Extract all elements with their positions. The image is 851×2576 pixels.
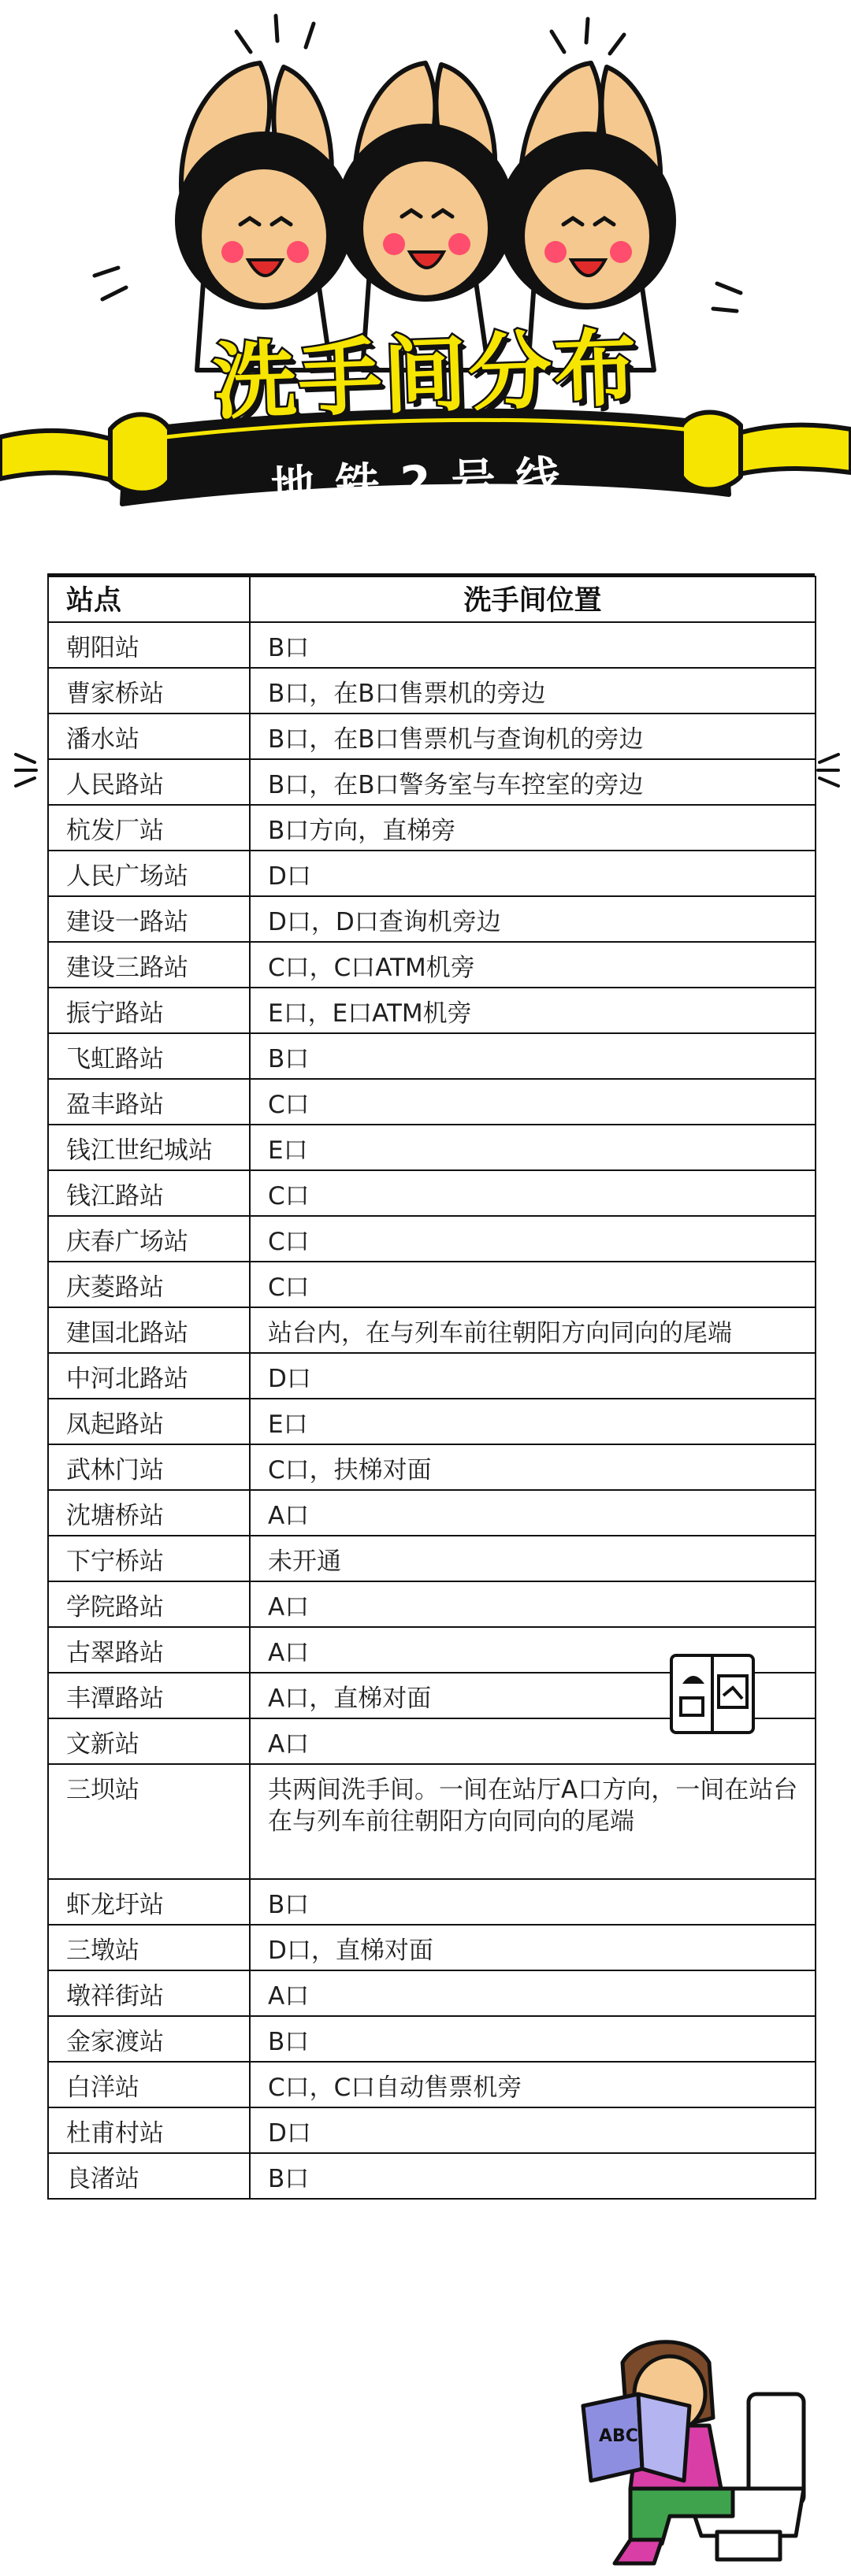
table-row [48,1581,816,1627]
location-cell: C口 [250,1216,816,1262]
station-cell: 学院路站 [48,1581,250,1627]
table-row [48,2062,816,2107]
restroom-sign-icon [668,1652,756,1736]
station-cell: 庆菱路站 [48,1262,250,1307]
location-cell: A口 [250,1627,816,1673]
location-cell: C口，C口ATM机旁 [250,942,816,988]
station-cell: 沈塘桥站 [48,1490,250,1536]
station-cell: 杜甫村站 [48,2107,250,2153]
location-cell: B口，在B口售票机的旁边 [250,668,816,713]
table-row [48,713,816,759]
location-cell: A口 [250,1970,816,2016]
table-row [48,1216,816,1262]
table-header-row [48,576,816,622]
table-row [48,1879,816,1925]
station-cell: 古翠路站 [48,1627,250,1673]
station-cell: 武林门站 [48,1444,250,1490]
table-row [48,805,816,851]
table-row [48,1307,816,1353]
header-banner [0,0,851,575]
station-cell: 三坝站 [48,1764,250,1879]
table-row [48,1444,816,1490]
location-cell: D口，D口查询机旁边 [250,896,816,942]
location-cell: D口 [250,851,816,896]
location-cell: D口 [250,1353,816,1399]
table-row [48,1764,816,1879]
location-cell: E口 [250,1125,816,1170]
table-row [48,1262,816,1307]
table-row [48,851,816,896]
station-cell: 盈丰路站 [48,1079,250,1125]
station-cell: 曹家桥站 [48,668,250,713]
table-row [48,988,816,1033]
location-cell: E口 [250,1399,816,1444]
table-row [48,1925,816,1970]
table-row [48,2107,816,2153]
subtitle-ribbon: 地铁2号线 [269,451,582,513]
location-cell: D口，直梯对面 [250,1925,816,1970]
station-cell: 杭发厂站 [48,805,250,851]
station-cell: 钱江世纪城站 [48,1125,250,1170]
location-cell: C口，扶梯对面 [250,1444,816,1490]
reading-character-illustration [552,2331,851,2567]
location-cell: D口 [250,2107,816,2153]
location-cell: A口 [250,1581,816,1627]
location-cell: B口 [250,2016,816,2062]
table-row [48,1353,816,1399]
table-row [48,759,816,805]
station-cell: 凤起路站 [48,1399,250,1444]
location-cell: 未开通 [250,1536,816,1581]
left-spark-icon [11,747,43,794]
table-row [48,1079,816,1125]
station-cell: 朝阳站 [48,622,250,668]
table-row [48,1125,816,1170]
station-cell: 中河北路站 [48,1353,250,1399]
station-cell: 丰潭路站 [48,1673,250,1718]
table-row [48,1970,816,2016]
book-letters: ABC [599,2426,638,2446]
location-cell: B口 [250,622,816,668]
table-row [48,896,816,942]
station-cell: 建国北路站 [48,1307,250,1353]
location-cell: 站台内，在与列车前往朝阳方向同向的尾端 [250,1307,816,1353]
station-cell: 金家渡站 [48,2016,250,2062]
station-cell: 白洋站 [48,2062,250,2107]
station-cell: 文新站 [48,1718,250,1764]
location-cell: C口 [250,1079,816,1125]
location-cell: C口 [250,1170,816,1216]
table-row [48,622,816,668]
header-station: 站点 [48,576,250,622]
location-cell: E口，E口ATM机旁 [250,988,816,1033]
location-cell: 共两间洗手间。一间在站厅A口方向，一间在站台在与列车前往朝阳方向同向的尾端 [250,1764,816,1879]
station-cell: 人民路站 [48,759,250,805]
location-cell: C口，C口自动售票机旁 [250,2062,816,2107]
location-cell: A口 [250,1718,816,1764]
station-cell: 三墩站 [48,1925,250,1970]
station-cell: 潘水站 [48,713,250,759]
right-spark-icon [812,747,843,794]
table-row [48,1536,816,1581]
location-cell: B口，在B口警务室与车控室的旁边 [250,759,816,805]
location-cell: B口 [250,1033,816,1079]
table-row [48,942,816,988]
page-title: 洗手间分布 [211,319,641,432]
table-row [48,668,816,713]
station-cell: 飞虹路站 [48,1033,250,1079]
location-cell: A口 [250,1490,816,1536]
restroom-table [47,573,815,2200]
table-row [48,1170,816,1216]
table-row [48,1033,816,1079]
station-cell: 墩祥街站 [48,1970,250,2016]
location-cell: B口，在B口售票机与查询机的旁边 [250,713,816,759]
location-cell: B口 [250,1879,816,1925]
station-cell: 下宁桥站 [48,1536,250,1581]
station-cell: 庆春广场站 [48,1216,250,1262]
station-cell: 钱江路站 [48,1170,250,1216]
station-cell: 建设三路站 [48,942,250,988]
station-cell: 良渚站 [48,2153,250,2199]
station-cell: 建设一路站 [48,896,250,942]
location-cell: A口，直梯对面 [250,1673,816,1718]
table-body [48,622,816,2199]
table-row [48,2016,816,2062]
table-row [48,2153,816,2199]
table-row [48,1399,816,1444]
location-cell: C口 [250,1262,816,1307]
station-cell: 人民广场站 [48,851,250,896]
location-cell: B口方向，直梯旁 [250,805,816,851]
header-location: 洗手间位置 [250,576,816,622]
station-cell: 振宁路站 [48,988,250,1033]
location-cell: B口 [250,2153,816,2199]
table-row [48,1490,816,1536]
station-cell: 虾龙圩站 [48,1879,250,1925]
